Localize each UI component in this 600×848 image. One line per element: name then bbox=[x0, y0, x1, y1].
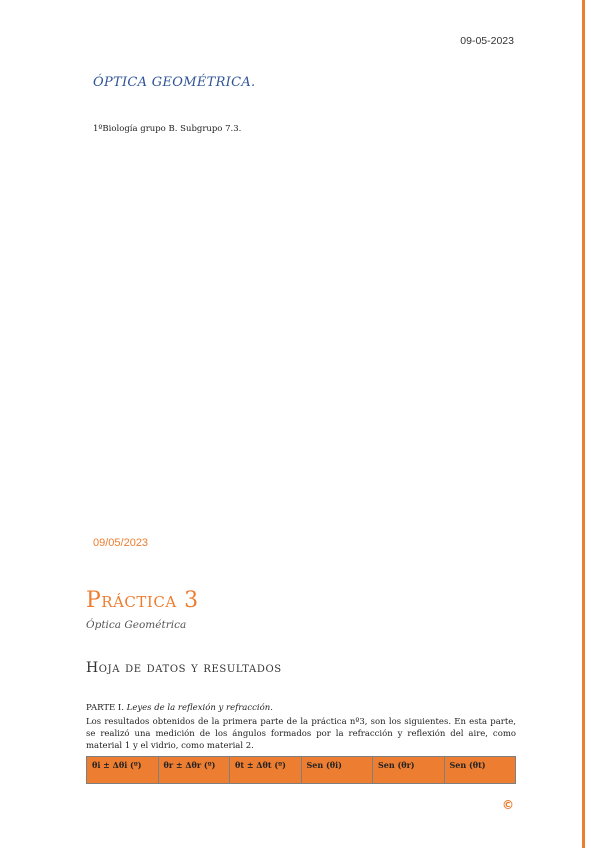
section-heading: Hoja de datos y resultados bbox=[86, 660, 282, 676]
table-header-cell: θr ± Δθr (º) bbox=[159, 757, 231, 783]
part-paragraph: Los resultados obtenidos de la primera parte de la práctica nº3, son los siguientes. En esta parte, se realizó una medición de los ángulos formados por la refracción y reflexión del aire, como material 1 y el vidrio, como material 2. bbox=[86, 717, 516, 751]
practice-title: Práctica 3 bbox=[86, 588, 199, 613]
part-label: PARTE I. bbox=[86, 703, 124, 713]
document-title: ÓPTICA GEOMÉTRICA. bbox=[93, 75, 256, 90]
table-header-cell: Sen (θt) bbox=[445, 757, 516, 783]
cover-date: 09/05/2023 bbox=[93, 537, 149, 549]
results-table-header bbox=[86, 756, 516, 784]
table-header-cell: θi ± Δθi (º) bbox=[87, 757, 159, 783]
table-header-cell: Sen (θi) bbox=[302, 757, 374, 783]
page-margin-rule bbox=[582, 0, 585, 848]
part-title: Leyes de la reflexión y refracción. bbox=[126, 703, 273, 713]
table-header-cell: θt ± Δθt (º) bbox=[230, 757, 302, 783]
copyright-icon: © bbox=[502, 798, 514, 812]
part-heading bbox=[86, 703, 273, 713]
practice-subtitle: Óptica Geométrica bbox=[86, 619, 187, 631]
header-date: 09-05-2023 bbox=[460, 35, 514, 47]
table-header-cell: Sen (θr) bbox=[373, 757, 445, 783]
group-info: 1ºBiología grupo B. Subgrupo 7.3. bbox=[93, 124, 242, 134]
